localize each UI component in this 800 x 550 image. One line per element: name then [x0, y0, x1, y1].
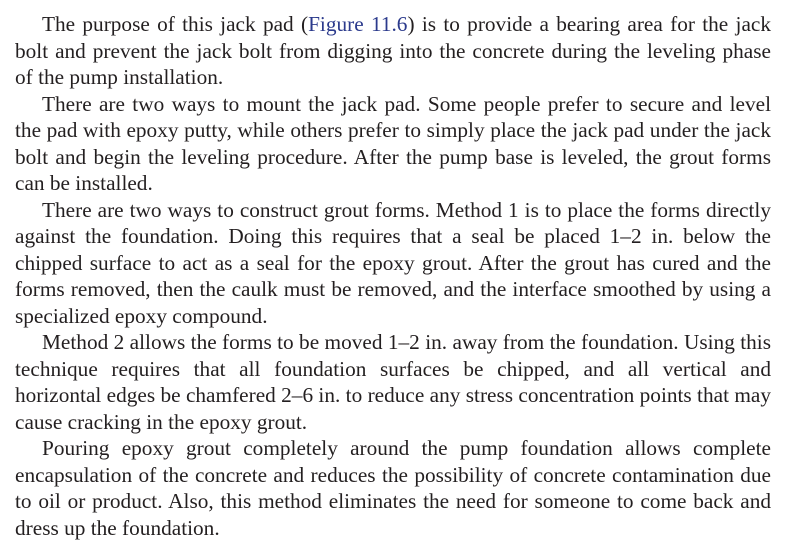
figure-link[interactable]: Figure 11.6 — [308, 12, 408, 36]
paragraph-grout-forms: There are two ways to construct grout forms. Method 1 is to place the forms directly against the foundation. Doing this requires that a seal be placed 1–2 in. below the chipped surface to act as a seal for the epoxy grout. After the grout has cured and the forms removed, then the caulk must be removed, and the interface smoothed by using a specialized epoxy compound. — [15, 197, 771, 328]
paragraph-jack-pad-purpose — [15, 11, 771, 91]
paragraph-text: ) is to provide a bearing area for the jack bolt and prevent the jack bolt from digging into the concrete during the leveling phase of the pump installation. — [15, 12, 772, 89]
paragraph-text: The purpose of this jack pad ( — [42, 12, 309, 36]
paragraph-pouring-epoxy: Pouring epoxy grout completely around the pump foundation allows complete encapsulation of the concrete and reduces the possibility of concrete contamination due to oil or product. Also, this method eliminates the need for someone to come back and dress up the foundation. — [15, 436, 771, 540]
paragraph-method-2: Method 2 allows the forms to be moved 1–2 in. away from the foundation. Using this technique requires that all foundation surfaces be chipped, and all vertical and horizontal edges be chamfered 2–6 in. to reduce any stress concentration points that may cause cracking in the epoxy grout. — [15, 330, 771, 434]
paragraph-mounting: There are two ways to mount the jack pad. Some people prefer to secure and level the pad with epoxy putty, while others prefer to simply place the jack pad under the jack bolt and begin the leveling procedure. After the pump base is leveled, the grout forms can be installed. — [15, 91, 771, 195]
